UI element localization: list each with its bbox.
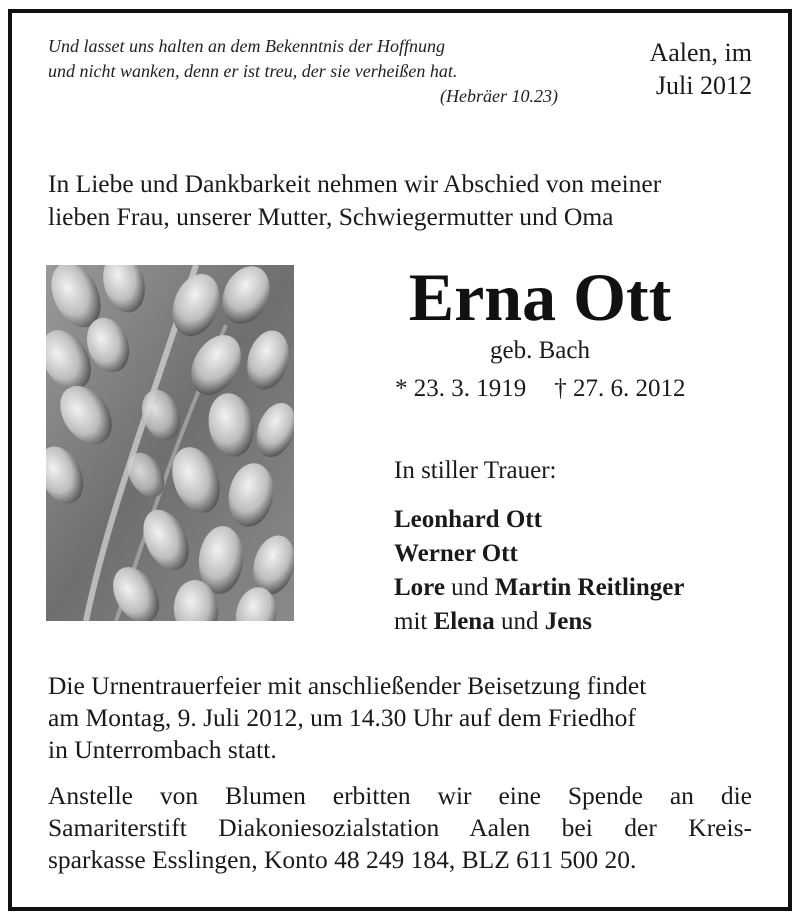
birth-name: geb. Bach xyxy=(490,337,590,364)
mourner-2-name: Werner Ott xyxy=(394,540,518,567)
donation-line-2: Samariterstift Diakoniesozialstation Aalen bei der Kreis- xyxy=(48,813,752,842)
quote-reference: (Hebräer 10.23) xyxy=(440,86,558,106)
ceremony-line-1: Die Urnentrauerfeier mit anschließender Beisetzung findet xyxy=(48,671,647,700)
with-word: mit xyxy=(394,608,428,635)
quote-line-2: und nicht wanken, denn er ist treu, der sie verheißen hat. xyxy=(48,61,458,81)
mourners-list xyxy=(394,503,684,639)
donation-line-3: sparkasse Esslingen, Konto 48 249 184, BLZ 611 500 20. xyxy=(48,845,637,874)
mourner-3 xyxy=(394,571,684,605)
mourner-3b-name: Martin Reitlinger xyxy=(494,574,685,601)
intro-text xyxy=(48,167,748,233)
mourner-1-name: Leonhard Ott xyxy=(394,506,542,533)
death-date: † 27. 6. 2012 xyxy=(554,375,686,402)
grandchild-2-name: Jens xyxy=(544,608,592,635)
birth-date: * 23. 3. 1919 xyxy=(395,375,527,402)
place-line-1: Aalen, im xyxy=(649,38,752,67)
mourner-2 xyxy=(394,537,684,571)
ceremony-line-2: am Montag, 9. Juli 2012, um 14.30 Uhr auf dem Friedhof xyxy=(48,703,636,732)
intro-line-1: In Liebe und Dankbarkeit nehmen wir Abschied von meiner xyxy=(48,169,662,198)
wheat-photo-image xyxy=(46,265,294,621)
and-word-2: und xyxy=(500,608,539,635)
bible-quote xyxy=(48,34,558,109)
grandchild-1-name: Elena xyxy=(433,608,495,635)
mourner-1 xyxy=(394,503,684,537)
quote-line-1: Und lasset uns halten an dem Bekenntnis der Hoffnung xyxy=(48,36,445,56)
mourner-3a-name: Lore xyxy=(394,574,445,601)
deceased-name: Erna Ott xyxy=(408,259,672,335)
mourning-heading: In stiller Trauer: xyxy=(394,457,557,484)
donation-line-1: Anstelle von Blumen erbitten wir eine Spende an die xyxy=(48,781,752,810)
mourner-4 xyxy=(394,605,684,639)
place-date xyxy=(649,36,752,102)
wheat-photo xyxy=(46,265,294,621)
place-line-2: Juli 2012 xyxy=(655,71,752,100)
donation-text xyxy=(48,780,752,876)
ceremony-line-3: in Unterrombach statt. xyxy=(48,735,277,764)
and-word: und xyxy=(451,574,489,601)
life-dates xyxy=(395,373,715,405)
intro-line-2: lieben Frau, unserer Mutter, Schwiegermutter und Oma xyxy=(48,202,614,231)
ceremony-text xyxy=(48,670,752,766)
